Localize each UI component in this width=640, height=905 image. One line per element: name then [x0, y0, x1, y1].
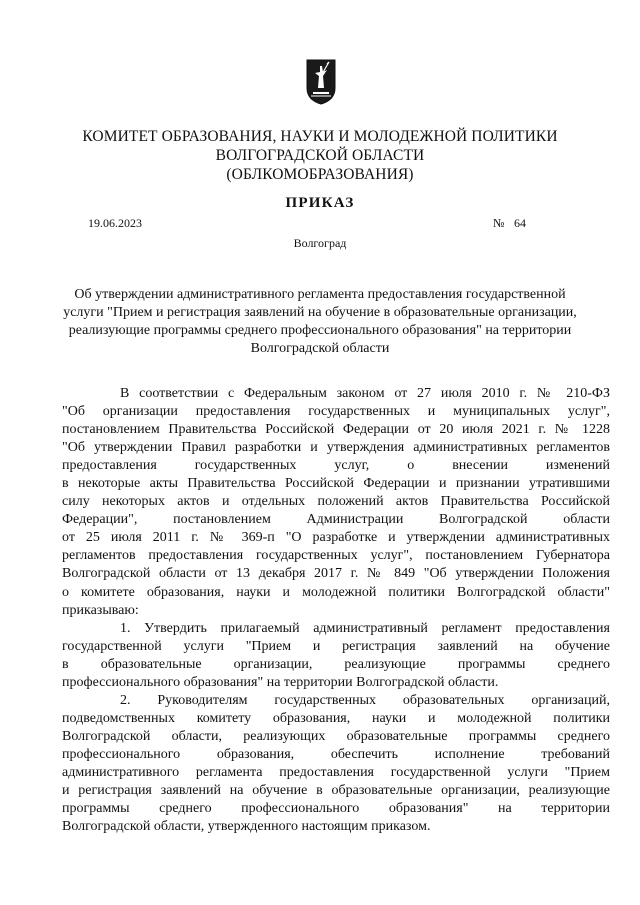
order-body	[62, 385, 610, 836]
org-line-1: КОМИТЕТ ОБРАЗОВАНИЯ, НАУКИ И МОЛОДЕЖНОЙ ПОЛИТИКИ	[82, 128, 558, 145]
order-subject	[60, 286, 580, 358]
order-number: 64	[514, 216, 526, 230]
org-line-3: (ОБЛКОМОБРАЗОВАНИЯ)	[226, 166, 414, 183]
item-1-line: 1. Утвердить прилагаемый административный регламент предоставления	[120, 620, 610, 636]
order-date: 19.06.2023	[88, 216, 142, 230]
preamble-line: постановлением Правительства Российской Федерации от 20 июля 2021 г. № 1228	[62, 422, 610, 438]
order-title: ПРИКАЗ	[285, 195, 355, 211]
preamble-paragraph	[62, 385, 610, 620]
item-2-line: программы среднего профессионального образования" на территории	[62, 801, 610, 817]
preamble-line: Волгоградской области от 13 декабря 2017 г. № 849 "Об утверждении Положения	[62, 566, 610, 582]
preamble-line: силу некоторых актов и отдельных положений актов Правительства Российской	[62, 494, 610, 510]
coat-of-arms-icon	[305, 58, 337, 106]
preamble-line: "Об утверждении Правил разработки и утверждения административных регламентов	[62, 440, 610, 456]
item-2-line: Волгоградской области, реализующих образовательные программы среднего	[62, 728, 610, 744]
subject-line: Об утверждении административного регламента предоставления государственной	[74, 287, 566, 302]
item-2-paragraph	[62, 692, 610, 836]
item-2-line: и регистрация заявлений на обучение в образовательные организации, реализующие	[62, 783, 610, 799]
preamble-line: Федерации", постановлением Администрации Волгоградской области	[62, 512, 610, 528]
item-2-line: подведомственных комитету образования, науки и молодежной политики	[62, 710, 610, 726]
preamble-line: приказываю:	[62, 602, 139, 618]
item-1-line: государственной услуги "Прием и регистрация заявлений на обучение	[62, 638, 610, 654]
preamble-line: от 25 июля 2011 г. № 369-п "О разработке и утверждении административных	[62, 530, 610, 546]
order-number-label: №	[493, 216, 505, 230]
preamble-line: "Об организации предоставления государственных и муниципальных услуг",	[62, 404, 610, 420]
subject-line: Волгоградской области	[250, 341, 390, 356]
organization-title	[0, 127, 640, 184]
item-1-line: профессионального образования" на территории Волгоградской области.	[62, 674, 499, 690]
item-1-line: в образовательные организации, реализующие программы среднего	[62, 656, 610, 672]
subject-line: реализующие программы среднего профессионального образования" на территории	[68, 323, 572, 338]
item-2-line: Волгоградской области, утвержденного настоящим приказом.	[62, 819, 431, 835]
item-2-line: 2. Руководителям государственных образовательных организаций,	[120, 692, 610, 708]
preamble-line: предоставления государственных услуг, о внесении изменений	[62, 458, 610, 474]
preamble-line: о комитете образования, науки и молодежной политики Волгоградской области"	[62, 584, 610, 600]
order-city: Волгоград	[293, 236, 347, 250]
item-1-paragraph	[62, 620, 610, 692]
item-2-line: профессионального образования, обеспечить исполнение требований	[62, 746, 610, 762]
preamble-line: регламентов предоставления государственных услуг", постановлением Губернатора	[62, 548, 610, 564]
org-line-2: ВОЛГОГРАДСКОЙ ОБЛАСТИ	[215, 147, 425, 164]
preamble-line: В соответствии с Федеральным законом от 27 июля 2010 г. № 210-ФЗ	[120, 386, 610, 401]
item-2-line: административного регламента предоставления государственной услуги "Прием	[62, 764, 610, 780]
subject-line: услуги "Прием и регистрация заявлений на обучение в образовательные организации,	[63, 305, 577, 320]
preamble-line: в некоторые акты Правительства Российской Федерации и признании утратившими	[62, 476, 610, 492]
